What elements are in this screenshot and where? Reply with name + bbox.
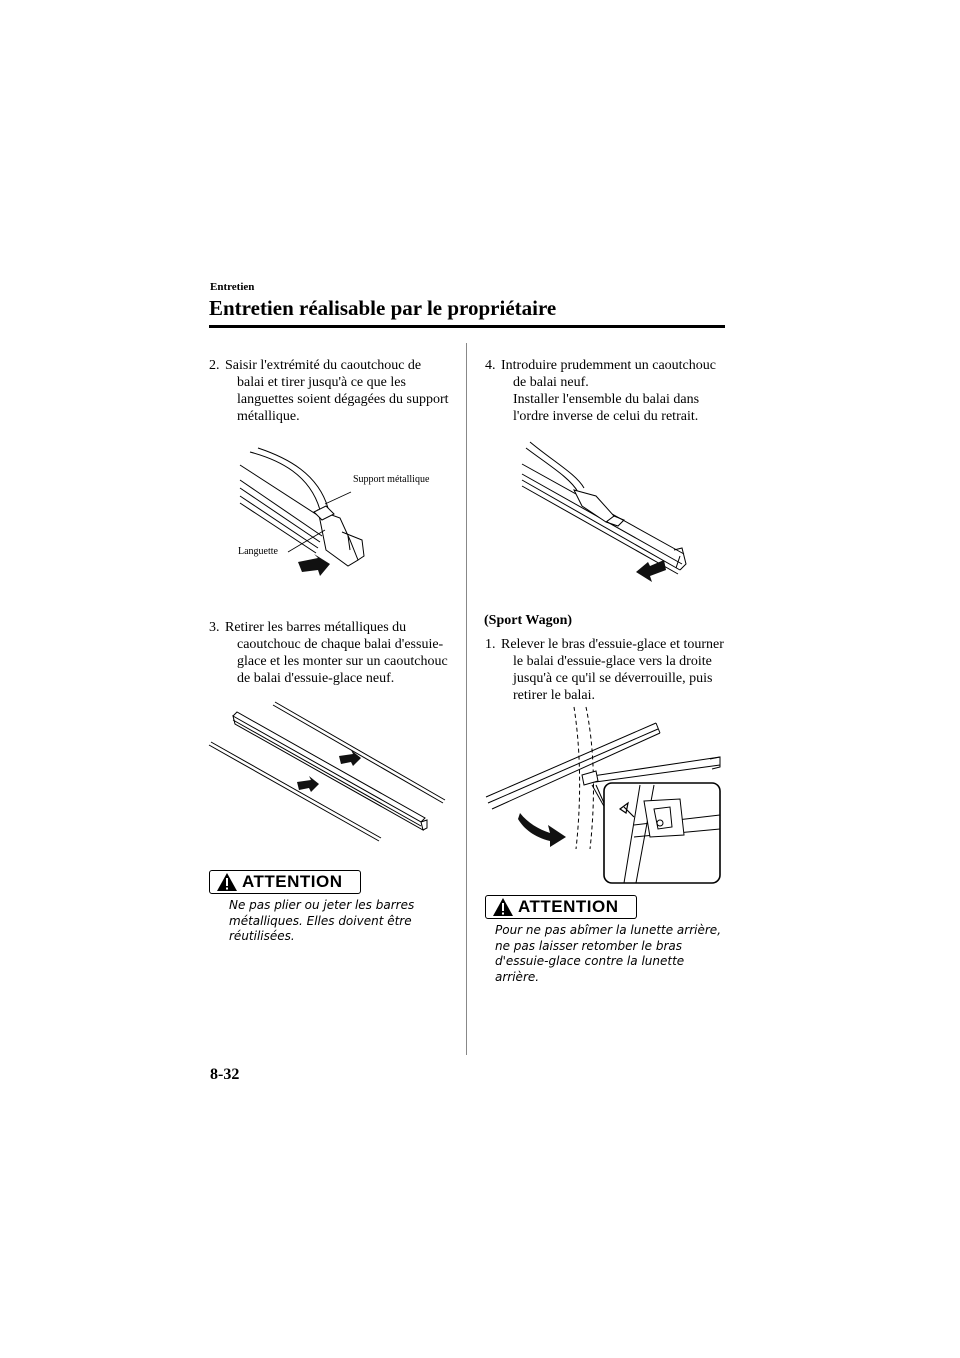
title-rule [209, 325, 725, 328]
step-line: de balai d'essuie-glace neuf. [237, 671, 395, 686]
push-arrow-icon [339, 750, 361, 766]
label-support-metallique: Support métallique [353, 474, 430, 485]
step-line: de balai neuf. [513, 375, 589, 390]
warning-triangle-icon [492, 897, 514, 917]
step-line: retirer le balai. [513, 688, 596, 703]
step-line: caoutchouc de chaque balai d'essuie- [237, 637, 444, 652]
attention-line: arrière. [495, 969, 540, 984]
step-number: 1. [485, 637, 496, 652]
column-divider [466, 343, 467, 1055]
attention-heading: ATTENTION [242, 872, 343, 891]
figure-blade-tab [230, 440, 430, 590]
step-line: Retirer les barres métalliques du [225, 620, 407, 635]
step-4 [485, 357, 730, 425]
push-arrow-icon [298, 554, 330, 576]
attention-line: d'essuie-glace contre la lunette [495, 954, 685, 968]
step-line: métallique. [237, 409, 300, 424]
label-languette: Languette [238, 546, 278, 557]
step-line: l'ordre inverse de celui du retrait. [513, 409, 699, 424]
sub-heading-sport-wagon: (Sport Wagon) [484, 613, 573, 628]
attention-line: réutilisées. [229, 929, 295, 943]
attention-line: ne pas laisser retomber le bras [495, 938, 682, 953]
step-line: jusqu'à ce qu'il se déverrouille, puis [513, 671, 713, 686]
step-number: 4. [485, 358, 496, 373]
attention-box-left [209, 870, 361, 894]
section-label: Entretien [210, 281, 255, 293]
figure-rear-wiper [484, 705, 724, 885]
attention-line: Pour ne pas abîmer la lunette arrière, [495, 923, 722, 937]
page-number: 8-32 [210, 1066, 240, 1083]
step-line: le balai d'essuie-glace vers la droite [513, 654, 712, 669]
attention-line: Ne pas plier ou jeter les barres [229, 898, 415, 912]
step-line: Saisir l'extrémité du caoutchouc de [225, 358, 422, 373]
step-3 [209, 619, 459, 687]
attention-line: métalliques. Elles doivent être [229, 913, 412, 928]
push-arrow-icon [518, 813, 566, 847]
step-line: glace et les monter sur un caoutchouc [237, 654, 448, 669]
warning-triangle-icon [216, 872, 238, 892]
figure-metal-bars [205, 700, 455, 840]
figure-insert-rubber [520, 440, 700, 590]
step-1 [485, 636, 730, 704]
step-line: languettes soient dégagées du support [237, 392, 449, 407]
push-arrow-icon [636, 560, 666, 582]
page-title: Entretien réalisable par le propriétaire [209, 296, 557, 320]
attention-text-left [229, 898, 414, 945]
attention-heading: ATTENTION [518, 897, 619, 916]
step-line: balai et tirer jusqu'à ce que les [237, 375, 406, 390]
step-number: 2. [209, 358, 220, 373]
step-line: Introduire prudemment un caoutchouc [501, 358, 716, 373]
step-line: Relever le bras d'essuie-glace et tourner [501, 637, 724, 652]
attention-box-right [485, 895, 637, 919]
step-2 [209, 357, 459, 425]
step-line: Installer l'ensemble du balai dans [513, 392, 700, 407]
step-number: 3. [209, 620, 220, 635]
push-arrow-icon [297, 776, 319, 792]
attention-text-right [495, 923, 721, 985]
